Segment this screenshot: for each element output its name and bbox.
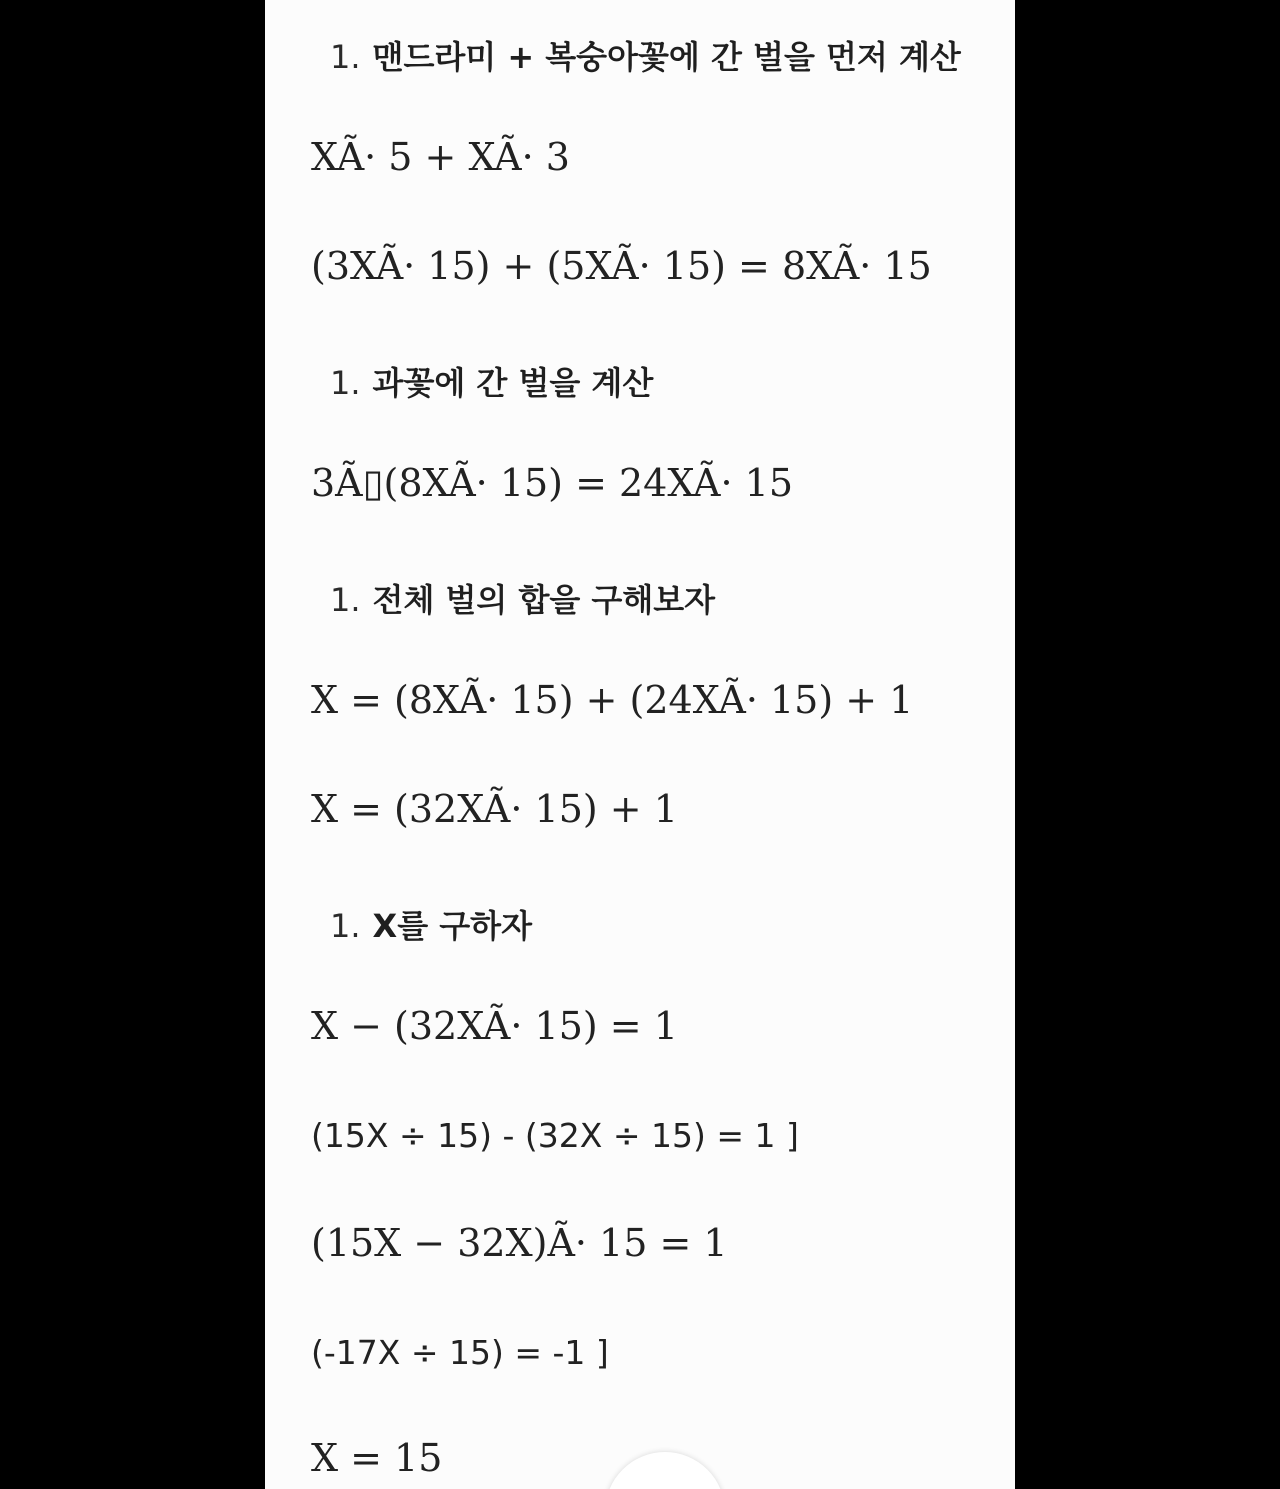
step-4-heading bbox=[330, 901, 532, 947]
step-4-title: X를 구하자 bbox=[372, 907, 532, 945]
equation-9: (-17X ÷ 15) = -1 ] bbox=[311, 1333, 609, 1372]
floating-action-button[interactable] bbox=[605, 1452, 725, 1489]
equation-10: X = 15 bbox=[311, 1436, 443, 1480]
step-1-title: 맨드라미 + 복숭아꽃에 간 벌을 먼저 계산 bbox=[372, 38, 961, 76]
equation-3: 3Ã▯(8XÃ· 15) = 24XÃ· 15 bbox=[311, 461, 794, 505]
step-1-heading bbox=[330, 32, 961, 78]
equation-2: (3XÃ· 15) + (5XÃ· 15) = 8XÃ· 15 bbox=[311, 244, 932, 288]
step-1-number: 1. bbox=[330, 38, 361, 76]
step-3-title: 전체 벌의 합을 구해보자 bbox=[372, 581, 716, 619]
equation-5: X = (32XÃ· 15) + 1 bbox=[311, 787, 678, 831]
equation-1: XÃ· 5 + XÃ· 3 bbox=[311, 135, 570, 179]
step-3-number: 1. bbox=[330, 581, 361, 619]
step-4-number: 1. bbox=[330, 907, 361, 945]
equation-7: (15X ÷ 15) - (32X ÷ 15) = 1 ] bbox=[311, 1116, 799, 1155]
equation-8: (15X − 32X)Ã· 15 = 1 bbox=[311, 1221, 728, 1265]
step-3-heading bbox=[330, 575, 715, 621]
equation-4: X = (8XÃ· 15) + (24XÃ· 15) + 1 bbox=[311, 678, 914, 722]
equation-6: X − (32XÃ· 15) = 1 bbox=[311, 1004, 678, 1048]
content-panel bbox=[265, 0, 1015, 1489]
step-2-heading bbox=[330, 358, 653, 404]
step-2-number: 1. bbox=[330, 364, 361, 402]
step-2-title: 과꽃에 간 벌을 계산 bbox=[372, 364, 654, 402]
